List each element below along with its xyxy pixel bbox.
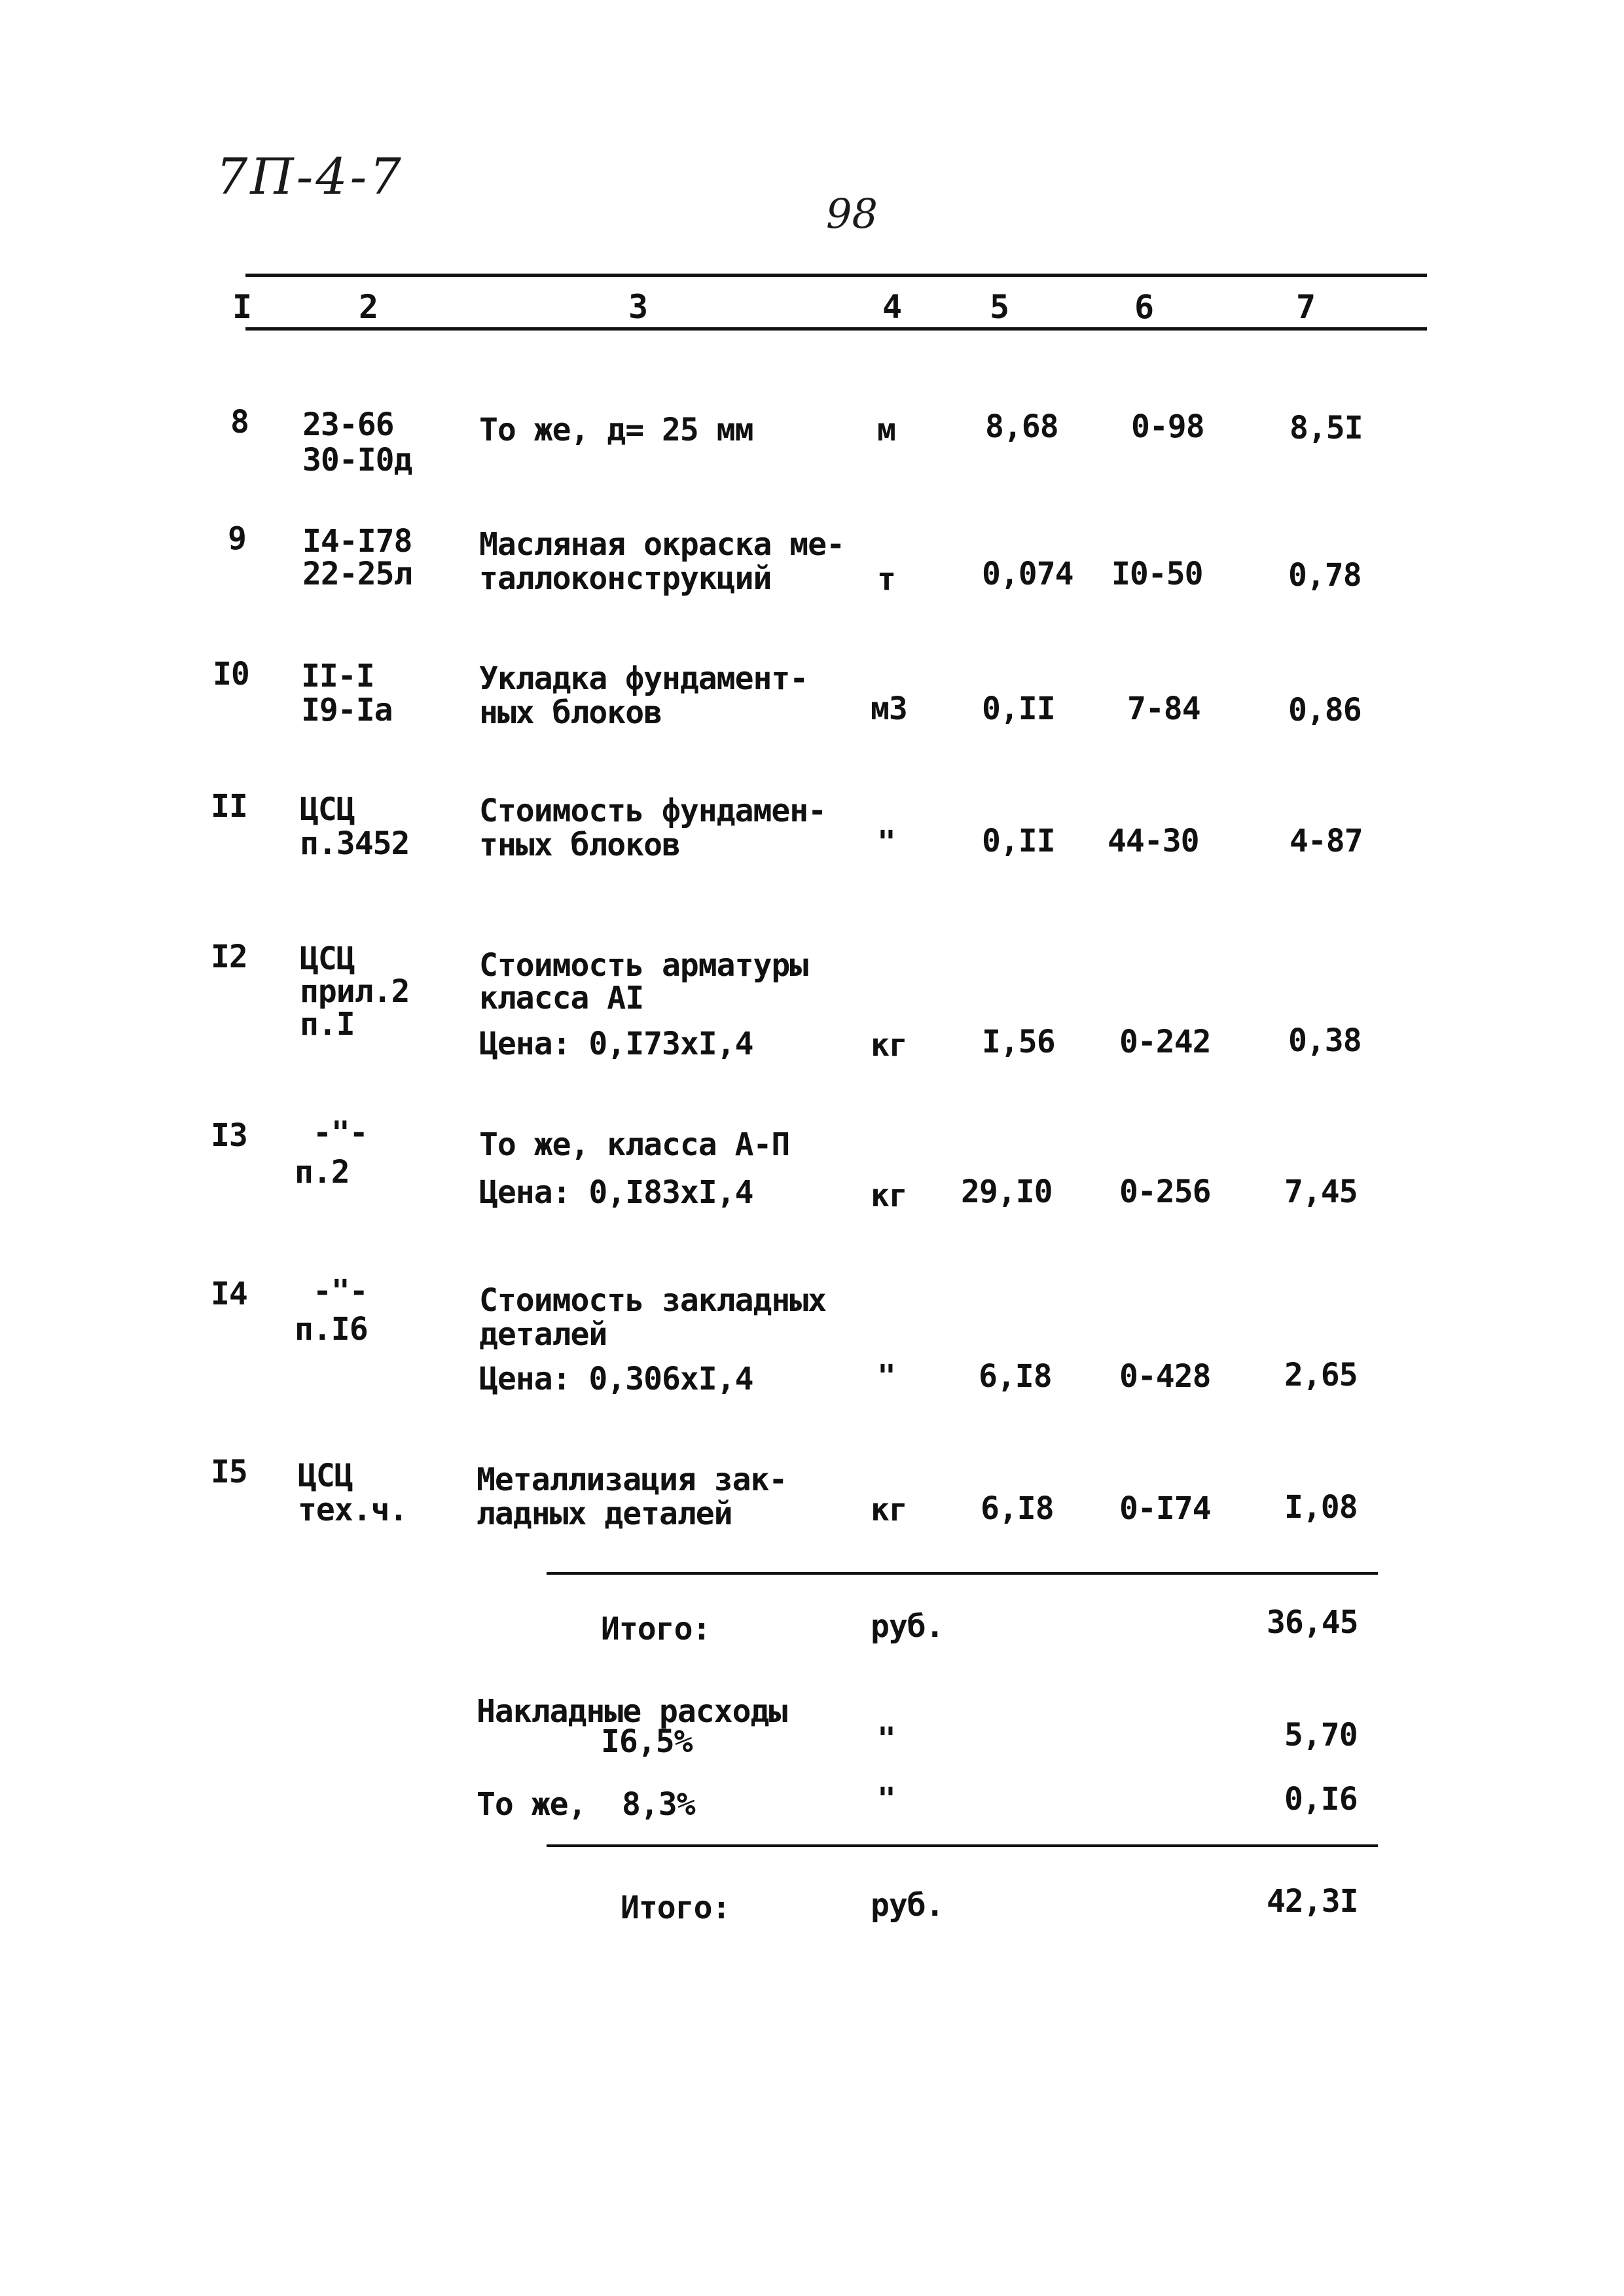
quantity: 6,I8	[979, 1358, 1052, 1395]
overhead-label: То же,	[477, 1786, 586, 1823]
column-header-2: 2	[359, 288, 379, 326]
work-name: тных блоков	[479, 827, 680, 863]
norm-code: ЦСЦ	[300, 791, 355, 828]
norm-code: п.3452	[300, 825, 410, 862]
quantity: 0,II	[982, 691, 1055, 727]
total-value: 42,3I	[1267, 1883, 1358, 1920]
document-code: 7П-4-7	[216, 147, 404, 206]
work-name: Стоимость фундамен-	[479, 793, 827, 829]
unit-price: 44-30	[1108, 823, 1199, 859]
work-name: таллоконструкций	[479, 560, 772, 597]
price-note: Цена: 0,I73хI,4	[479, 1026, 753, 1062]
unit-price: 0-I74	[1119, 1490, 1211, 1527]
row-number: I2	[211, 939, 247, 975]
quantity: 6,I8	[981, 1490, 1054, 1527]
subtotal-rule	[547, 1572, 1378, 1575]
unit: кг	[871, 1177, 907, 1214]
row-number: 9	[228, 520, 246, 557]
unit-price: 0-428	[1119, 1358, 1211, 1395]
quantity: 8,68	[985, 408, 1058, 445]
total-unit: руб.	[871, 1887, 944, 1924]
norm-code: I9-Iа	[301, 692, 393, 728]
work-name: То же, д= 25 мм	[479, 412, 753, 448]
overhead-value: 5,70	[1284, 1717, 1358, 1753]
unit: м	[877, 412, 895, 448]
price-note: Цена: 0,I83хI,4	[479, 1174, 753, 1211]
unit: кг	[871, 1027, 907, 1064]
work-name: То же, класса А-П	[479, 1126, 790, 1163]
quantity: 0,074	[982, 556, 1074, 592]
column-header-5: 5	[990, 288, 1010, 326]
subtotal-unit: руб.	[871, 1608, 944, 1645]
quantity: I,56	[982, 1024, 1055, 1060]
norm-code: I4-I78	[302, 523, 412, 560]
norm-code: п.I6	[295, 1311, 368, 1348]
work-name: Масляная окраска ме-	[479, 526, 844, 563]
total-cost: 4-87	[1290, 823, 1363, 859]
overhead-unit: "	[877, 1721, 895, 1757]
work-name: Металлизация зак-	[477, 1462, 787, 1498]
total-cost: 2,65	[1284, 1357, 1358, 1393]
norm-code: ЦСЦ	[300, 941, 355, 977]
page-number: 98	[826, 190, 878, 238]
norm-code: тех.ч.	[298, 1492, 408, 1528]
header-top-rule	[245, 274, 1427, 277]
row-number: II	[211, 788, 247, 825]
norm-code: п.2	[295, 1154, 350, 1191]
column-header-1: I	[232, 288, 253, 326]
norm-code: II-I	[301, 658, 374, 694]
overhead-percent: 8,3%	[622, 1786, 695, 1823]
norm-code: п.I	[300, 1006, 355, 1043]
row-number: 8	[230, 404, 249, 440]
row-number: I0	[213, 656, 249, 692]
norm-code: 30-I0д	[302, 442, 412, 478]
work-name: Укладка фундамент-	[479, 660, 808, 697]
total-cost: 0,38	[1288, 1022, 1362, 1059]
quantity: 0,II	[982, 823, 1055, 859]
unit: "	[877, 824, 895, 861]
column-header-3: 3	[628, 288, 649, 326]
work-name: Стоимость арматуры	[479, 947, 808, 984]
work-name: ладных деталей	[477, 1496, 732, 1532]
unit-price: 7-84	[1127, 691, 1200, 727]
overhead-label: Накладные расходы	[477, 1693, 787, 1730]
total-cost: 0,86	[1288, 692, 1362, 728]
header-bottom-rule	[245, 327, 1427, 331]
unit: "	[877, 1358, 895, 1395]
row-number: I3	[211, 1117, 247, 1154]
column-header-7: 7	[1296, 288, 1316, 326]
total-rule	[547, 1844, 1378, 1847]
unit: м3	[871, 691, 907, 727]
total-cost: 0,78	[1288, 557, 1362, 594]
unit-price: 0-256	[1119, 1174, 1211, 1210]
column-header-6: 6	[1134, 288, 1155, 326]
price-note: Цена: 0,306хI,4	[479, 1361, 753, 1397]
norm-code: 22-25л	[302, 556, 412, 592]
overhead-value: 0,I6	[1284, 1781, 1358, 1818]
total-label: Итого:	[621, 1890, 731, 1926]
column-header-4: 4	[882, 288, 903, 326]
work-name: деталей	[479, 1316, 607, 1353]
total-cost: I,08	[1284, 1489, 1358, 1526]
row-number: I4	[211, 1276, 247, 1312]
overhead-percent: I6,5%	[601, 1723, 693, 1760]
norm-code: прил.2	[300, 973, 410, 1010]
subtotal-value: 36,45	[1267, 1604, 1358, 1641]
norm-code: -"-	[313, 1115, 368, 1151]
unit-price: I0-50	[1111, 556, 1203, 592]
norm-code: 23-66	[302, 406, 394, 443]
norm-code: ЦСЦ	[298, 1458, 353, 1494]
work-name: ных блоков	[479, 694, 662, 731]
unit-price: 0-98	[1131, 408, 1204, 445]
unit: кг	[871, 1492, 907, 1528]
overhead-unit: "	[877, 1781, 895, 1818]
quantity: 29,I0	[961, 1174, 1053, 1210]
unit-price: 0-242	[1119, 1024, 1211, 1060]
norm-code: -"-	[313, 1273, 368, 1310]
work-name: Стоимость закладных	[479, 1282, 827, 1319]
unit: т	[877, 561, 895, 598]
subtotal-label: Итого:	[601, 1611, 711, 1647]
total-cost: 8,5I	[1290, 410, 1363, 446]
total-cost: 7,45	[1284, 1174, 1358, 1210]
work-name: класса АI	[479, 980, 644, 1016]
row-number: I5	[211, 1454, 247, 1490]
